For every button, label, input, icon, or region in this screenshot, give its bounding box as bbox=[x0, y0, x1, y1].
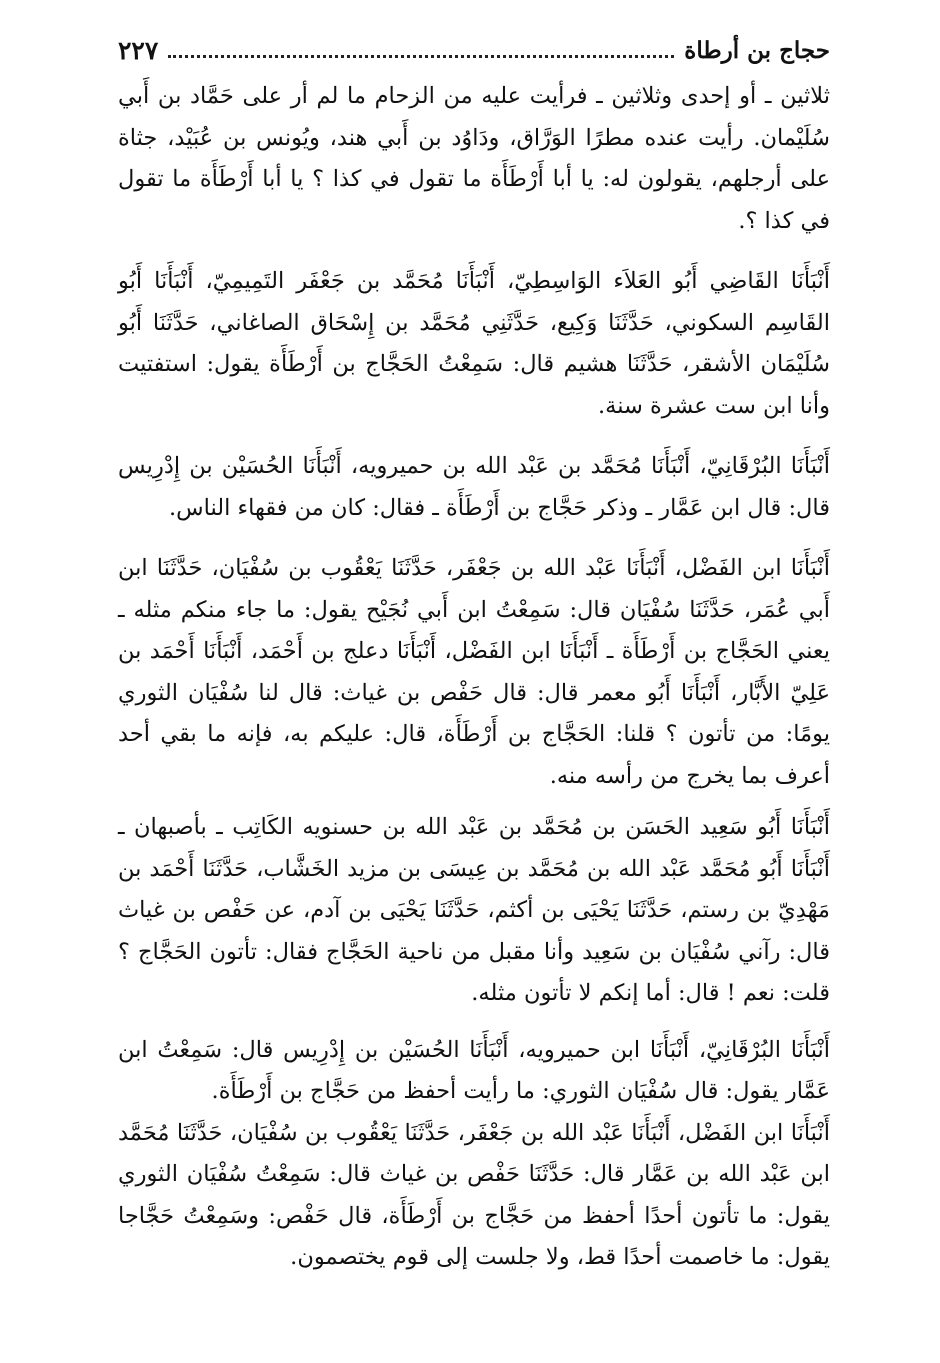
running-title: حجاج بن أرطاة bbox=[684, 37, 830, 64]
paragraph: أَنْبَأَنَا القَاضِي أَبُو العَلاَء الوَاسِطِيّ، أَنْبَأَنَا مُحَمَّد بن جَعْفَر التَمِيمِيّ، أَنْبَأَنَا أَبُو القَاسِم السكوني، حَدَّثَنَا وَكِيع، حَدَّثَنِي مُحَمَّد بن إِسْحَاق الصاغاني، حَدَّثَنَا أَبُو سُلَيْمَان الأشقر، حَدَّثَنَا هشيم قال: سَمِعْتُ الحَجَّاج بن أَرْطَأَة يقول: استفتيت وأنا ابن ست عشرة سنة. bbox=[118, 268, 830, 419]
paragraph: أَنْبَأَنَا ابن الفَضْل، أَنْبَأَنَا عَبْد الله بن جَعْفَر، حَدَّثَنَا يَعْقُوب بن سُفْيَان، حَدَّثَنَا ابن أَبي عُمَر، حَدَّثَنَا سُفْيَان قال: سَمِعْتُ ابن أَبي نُجَيْح يقول: ما جاء منكم مثله ـ يعني الحَجَّاج بن أَرْطَأَة ـ أَنْبَأَنَا ابن الفَضْل، أَنْبَأَنَا دعلج بن أَحْمَد، أَنْبَأَنَا أَحْمَد بن عَلِيّ الأَبَّار، أَنْبَأَنَا أَبُو معمر قال: قال حَفْص بن غياث: قال لنا سُفْيَان الثوري يومًا: من تأتون ؟ قلنا: الحَجَّاج بن أَرْطَأَة، قال: عليكم به، فإنه ما بقي أحد أعرف بما يخرج من رأسه منه. bbox=[118, 555, 830, 789]
page-header bbox=[118, 22, 830, 66]
page-number: ٢٢٧ bbox=[118, 36, 159, 65]
dotted-leader bbox=[168, 54, 674, 58]
paragraph: ثلاثين ـ أو إحدى وثلاثين ـ فرأيت عليه من الزحام ما لم أر على حَمَّاد بن أَبي سُلَيْمان. رأيت عنده مطرًا الوَرَّاق، ودَاوُد بن أَبي هند، ويُونس بن عُبَيْد، جثاة على أرجلهم، يقولون له: يا أبا أَرْطَأَة ما تقول في كذا ؟ يا أبا أَرْطَأَة ما تقول في كذا ؟. bbox=[118, 83, 830, 234]
page-body bbox=[118, 76, 830, 1279]
paragraph: أَنْبَأَنَا أَبُو سَعِيد الحَسَن بن مُحَمَّد بن عَبْد الله بن حسنويه الكَاتِب ـ بأصبهان ـ أَنْبَأَنَا أَبُو مُحَمَّد عَبْد الله بن مُحَمَّد بن عِيسَى بن مزيد الخَشَّاب، حَدَّثَنَا أَحْمَد بن مَهْدِيّ بن رستم، حَدَّثَنَا يَحْيَى بن أكثم، حَدَّثَنَا يَحْيَى بن آدم، عن حَفْص بن غياث قال: رآني سُفْيَان بن سَعِيد وأنا مقبل من ناحية الحَجَّاج فقال: تأتون الحَجَّاج ؟ قلت: نعم ! قال: أما إنكم لا تأتون مثله. bbox=[118, 814, 830, 1006]
paragraph: أَنْبَأَنَا البُرْقَانِيّ، أَنْبَأَنَا مُحَمَّد بن عَبْد الله بن حميرويه، أَنْبَأَنَا الحُسَيْن بن إِدْرِيس قال: قال ابن عَمَّار ـ وذكر حَجَّاج بن أَرْطَأَة ـ فقال: كان من فقهاء الناس. bbox=[118, 453, 830, 521]
paragraph: أَنْبَأَنَا ابن الفَضْل، أَنْبَأَنَا عَبْد الله بن جَعْفَر، حَدَّثَنَا يَعْقُوب بن سُفْيَان، حَدَّثَنَا مُحَمَّد ابن عَبْد الله بن عَمَّار قال: حَدَّثَنَا حَفْص بن غياث قال: سَمِعْتُ سُفْيَان الثوري يقول: ما تأتون أحدًا أحفظ من حَجَّاج بن أَرْطَأَة، قال حَفْص: وسَمِعْتُ حَجَّاجا يقول: ما خاصمت أحدًا قط، ولا جلست إلى قوم يختصمون. bbox=[118, 1119, 830, 1270]
paragraph: أَنْبَأَنَا البُرْقَانِيّ، أَنْبَأَنَا ابن حميرويه، أَنْبَأَنَا الحُسَيْن بن إِدْرِيس قال: سَمِعْتُ ابن عَمَّار يقول: قال سُفْيَان الثوري: ما رأيت أحفظ من حَجَّاج بن أَرْطَأَة. bbox=[118, 1036, 830, 1104]
